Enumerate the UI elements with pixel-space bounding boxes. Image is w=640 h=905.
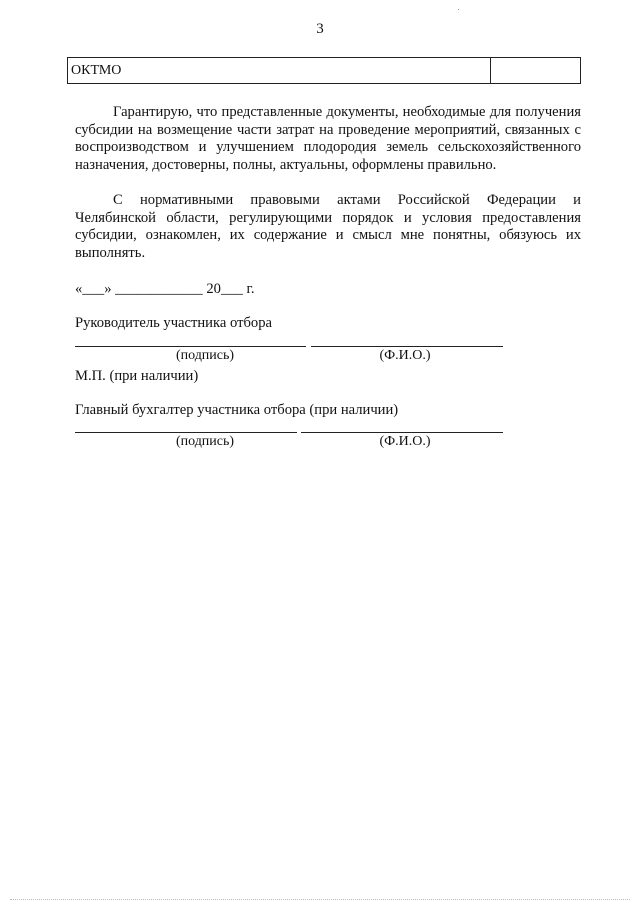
page-number: 3: [316, 21, 324, 37]
accountant-signature-caption: (подпись): [175, 434, 235, 449]
stamp-note: М.П. (при наличии): [75, 368, 199, 384]
accountant-name-caption: (Ф.И.О.): [379, 434, 431, 449]
head-signature-label: Руководитель участника отбора: [75, 315, 272, 331]
head-signature-caption: (подпись): [175, 348, 235, 363]
head-signature-line: [75, 346, 306, 347]
guarantee-paragraph: Гарантирую, что представленные документы, необходимые для получения субсидии на возмещение части затрат на проведение мероприятий, связанных с воспроизводством и улучшением плодородия земель сельскохозяйственного назначения, достоверны, полны, актуальны, оформлены правильно.: [75, 104, 581, 173]
accountant-signature-line: [75, 432, 297, 433]
accountant-name-line: [301, 432, 503, 433]
head-name-caption: (Ф.И.О.): [379, 348, 431, 363]
scan-edge-line: [10, 899, 630, 900]
oktmo-table: [67, 57, 581, 84]
accountant-signature-label: Главный бухгалтер участника отбора (при наличии): [75, 402, 399, 418]
scan-artifact: [458, 9, 459, 10]
oktmo-label: ОКТМО: [68, 58, 491, 83]
date-line: «___» ____________ 20___ г.: [75, 281, 255, 297]
head-name-line: [311, 346, 503, 347]
acknowledgement-paragraph: С нормативными правовыми актами Российской Федерации и Челябинской области, регулирующими порядок и условия предоставления субсидии, ознакомлен, их содержание и смысл мне понятны, обязуюсь их выполнять.: [75, 192, 581, 261]
oktmo-value: [491, 58, 580, 83]
